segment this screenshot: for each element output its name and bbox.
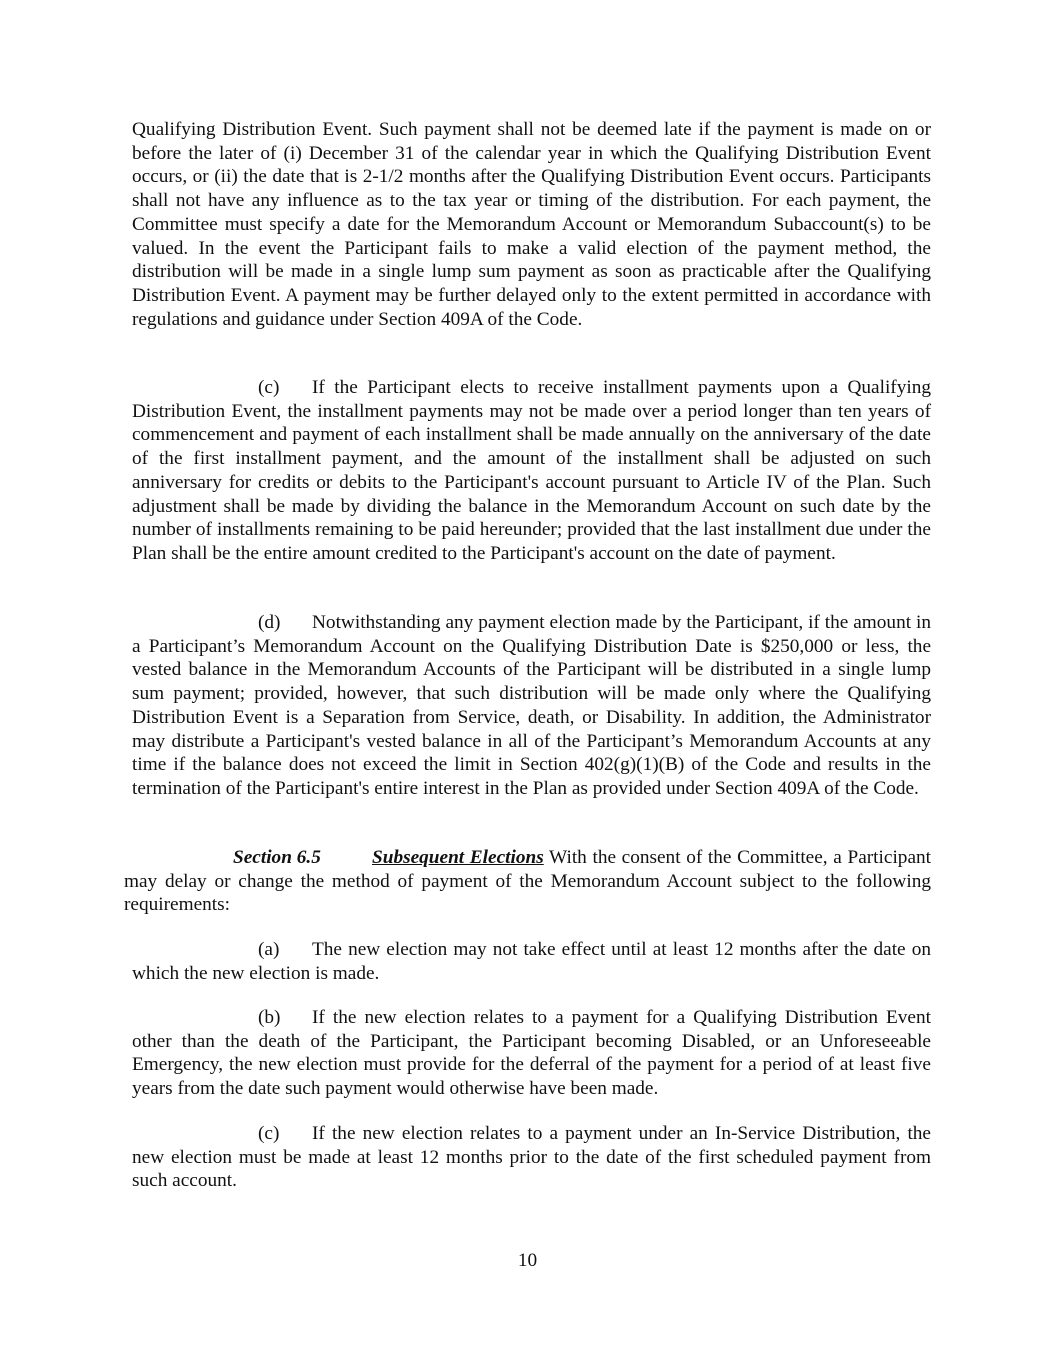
paragraph-item-c xyxy=(132,376,931,566)
section-6-5-paragraph xyxy=(124,846,931,917)
item-label: (b) xyxy=(258,1007,281,1028)
paragraph-item-b xyxy=(132,1006,931,1101)
paragraph-continuation xyxy=(132,118,931,331)
item-label: (c) xyxy=(258,377,280,398)
paragraph-text: If the new election relates to a payment for a Qualifying Distribution Event other than the death of the Participant, the Participant becoming Disabled, or an Unforeseeable Emergency, the new election must provide for the deferral of the payment for a period of at least five years from the date such payment would otherwise have been made. xyxy=(132,1007,931,1100)
paragraph-text: Notwithstanding any payment election made by the Participant, if the amount in a Participant’s Memorandum Account on the Qualifying Distribution Date is $250,000 or less, the vested balance in the Memorandum Accounts of the Participant will be distributed in a single lump sum payment; provided, however, that such distribution will be made only where the Qualifying Distribution Event is a Separation from Service, death, or Disability. In addition, the Administrator may distribute a Participant's vested balance in all of the Participant’s Memorandum Accounts at any time if the balance does not exceed the limit in Section 402(g)(1)(B) of the Code and results in the termination of the Participant's entire interest in the Plan as provided under Section 409A of the Code. xyxy=(132,612,931,799)
item-label: (a) xyxy=(258,939,280,960)
section-title: Subsequent Elections xyxy=(372,847,544,868)
paragraph-text: With the consent of the Committee, a Participant may delay or change the method of payment of the Memorandum Account subject to the following requirements: xyxy=(124,847,931,916)
paragraph-text: If the new election relates to a payment under an In-Service Distribution, the new election must be made at least 12 months prior to the date of the first scheduled payment from such account. xyxy=(132,1123,931,1192)
paragraph-item-d xyxy=(132,611,931,801)
paragraph-item-a xyxy=(132,938,931,985)
paragraph-text: If the Participant elects to receive installment payments upon a Qualifying Distribution Event, the installment payments may not be made over a period longer than ten years of commencement and payment of each installment shall be made annually on the anniversary of the date of the first installment payment, and the amount of the installment shall be adjusted on such anniversary for credits or debits to the Participant's account pursuant to Article IV of the Plan. Such adjustment shall be made by dividing the balance in the Memorandum Account on such date by the number of installments remaining to be paid hereunder; provided that the last installment due under the Plan shall be the entire amount credited to the Participant's account on the date of payment. xyxy=(132,377,931,564)
page-number: 10 xyxy=(517,1250,538,1271)
item-label: (d) xyxy=(258,612,281,633)
paragraph-item-c-2 xyxy=(132,1122,931,1193)
paragraph-text: Qualifying Distribution Event. Such payment shall not be deemed late if the payment is made on or before the later of (i) December 31 of the calendar year in which the Qualifying Distribution Event occurs, or (ii) the date that is 2-1/2 months after the Qualifying Distribution Event occurs. Participants shall not have any influence as to the tax year or timing of the distribution. For each payment, the Committee must specify a date for the Memorandum Account or Memorandum Subaccount(s) to be valued. In the event the Participant fails to make a valid election of the payment method, the distribution will be made in a single lump sum payment as soon as practicable after the Qualifying Distribution Event. A payment may be further delayed only to the extent permitted in accordance with regulations and guidance under Section 409A of the Code. xyxy=(132,119,931,330)
section-number: Section 6.5 xyxy=(233,847,321,868)
paragraph-text: The new election may not take effect until at least 12 months after the date on which the new election is made. xyxy=(132,939,931,984)
item-label: (c) xyxy=(258,1123,280,1144)
